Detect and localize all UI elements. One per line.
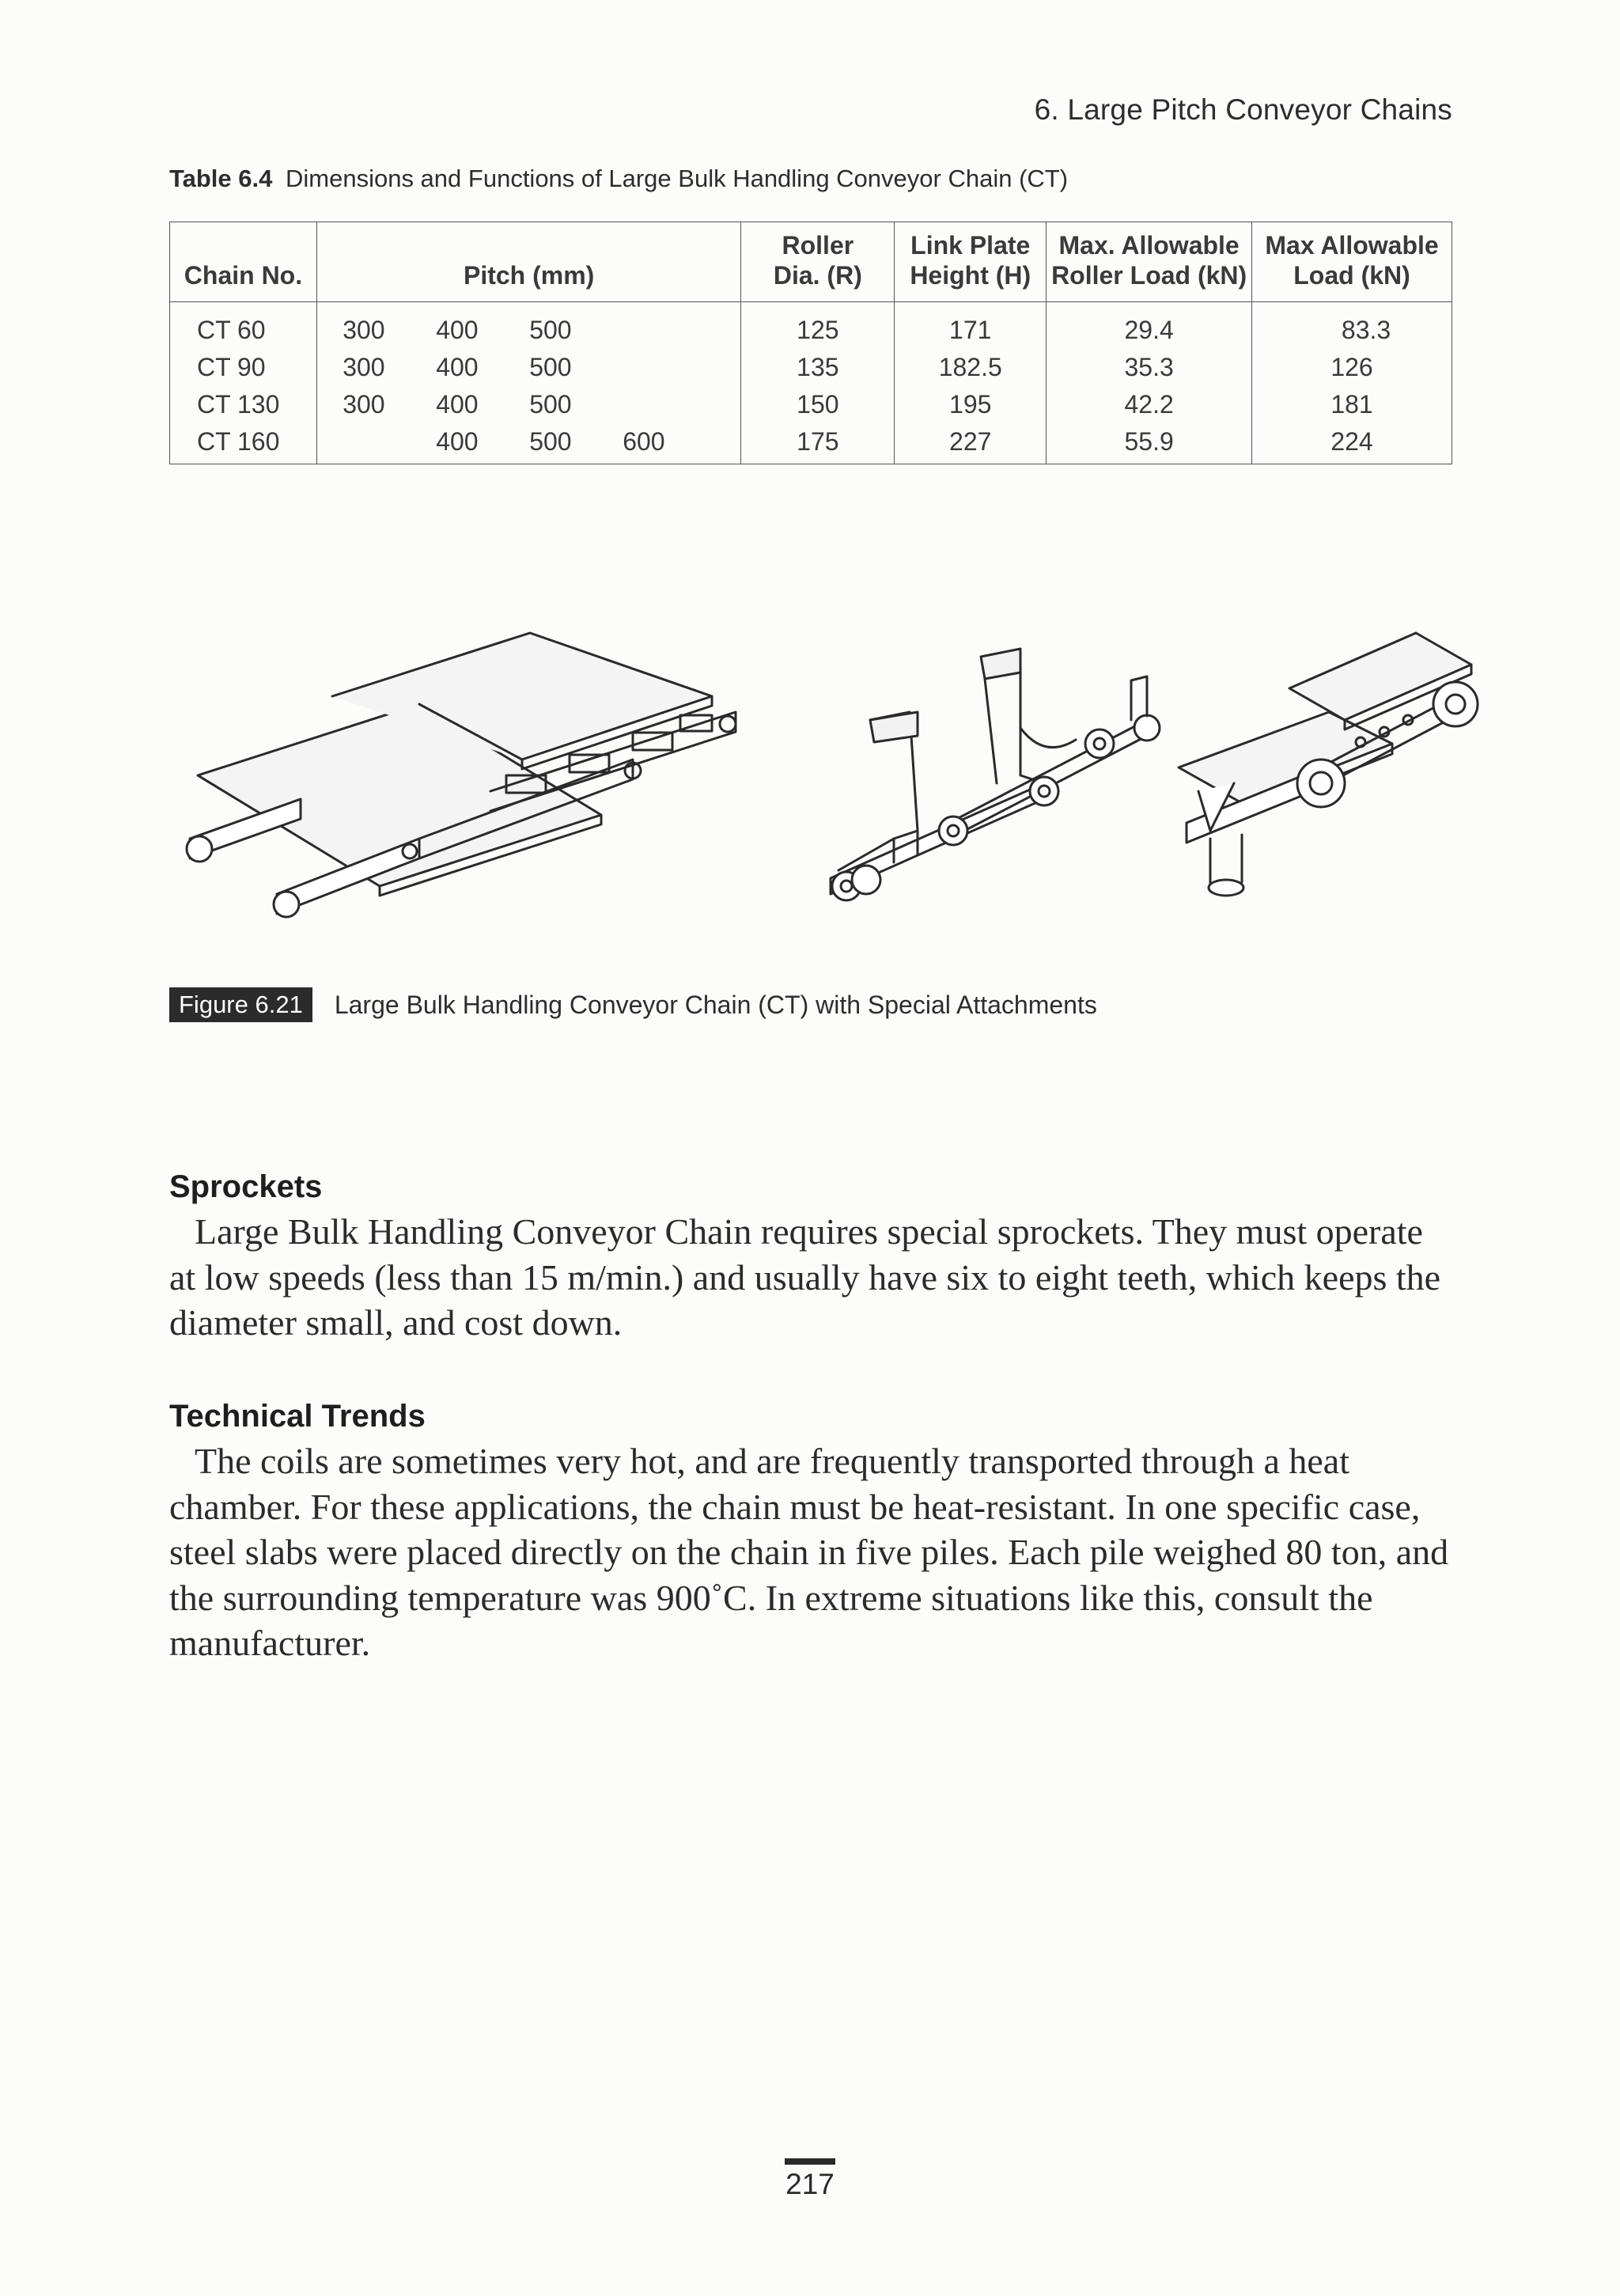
cell-pitch: 300 400 500 — [316, 386, 741, 423]
col-max-load: Max Allowable Load (kN) — [1252, 222, 1452, 302]
cell-load: 181 — [1252, 386, 1452, 423]
running-header: 6. Large Pitch Conveyor Chains — [1034, 93, 1452, 126]
cell-chain: CT 90 — [197, 353, 266, 381]
cell-plate: 182.5 — [895, 349, 1047, 386]
figure-label: Figure 6.21 — [169, 987, 312, 1022]
page-number-bar — [785, 2158, 835, 2165]
cell-roller-load: 35.3 — [1047, 349, 1252, 386]
cell-roller: 175 — [741, 423, 895, 464]
cell-chain: CT 60 — [197, 316, 266, 344]
cell-plate: 171 — [895, 302, 1047, 350]
cell-roller-load: 29.4 — [1047, 302, 1252, 350]
cell-roller: 125 — [741, 302, 895, 350]
cell-load: 224 — [1252, 423, 1452, 464]
cell-pitch: 300 400 500 — [316, 349, 741, 386]
table-row — [170, 423, 1452, 464]
chain-spec-table — [169, 222, 1452, 464]
cell-load: 83.3 — [1252, 302, 1452, 350]
sprockets-paragraph: Large Bulk Handling Conveyor Chain requires special sprockets. They must operate at low speeds (less than 15 m/min.) and usually have six to eight teeth, which keeps the diameter small, and cost down. — [169, 1211, 1441, 1343]
col-link-plate-height: Link Plate Height (H) — [895, 222, 1047, 302]
figure-title: Large Bulk Handling Conveyor Chain (CT) with Special Attachments — [334, 990, 1097, 1019]
cell-chain: CT 160 — [197, 427, 280, 456]
figure-caption — [169, 987, 1097, 1022]
table-title: Dimensions and Functions of Large Bulk Handling Conveyor Chain (CT) — [286, 165, 1069, 192]
chain-attachment-illustrations — [158, 601, 1487, 949]
cell-roller: 150 — [741, 386, 895, 423]
cell-load: 126 — [1252, 349, 1452, 386]
cell-roller: 135 — [741, 349, 895, 386]
table-header-row — [170, 222, 1452, 302]
technical-trends-heading: Technical Trends — [169, 1399, 426, 1434]
col-pitch: Pitch (mm) — [316, 222, 741, 302]
sprockets-heading: Sprockets — [169, 1169, 323, 1204]
slat-attachment-chain-drawing — [187, 633, 736, 917]
table-label: Table 6.4 — [169, 165, 273, 192]
technical-trends-paragraph: The coils are sometimes very hot, and are frequently transported through a heat chamber. For these applications, the chain must be heat-resistant. In one specific case, steel slabs were placed directly on the chain in five piles. Each pile weighed 80 ton, and the surrounding temperature was 900˚C. In extreme situations like this, consult the manufacturer. — [169, 1441, 1449, 1663]
cell-plate: 227 — [895, 423, 1047, 464]
col-chain-no: Chain No. — [170, 222, 317, 302]
cell-roller-load: 55.9 — [1047, 423, 1252, 464]
bracket-attachment-chain-drawing — [831, 649, 1160, 900]
table-caption — [169, 165, 1068, 193]
cell-plate: 195 — [895, 386, 1047, 423]
table-row — [170, 302, 1452, 350]
table-row — [170, 386, 1452, 423]
table-row — [170, 349, 1452, 386]
cell-pitch: 400 500 600 — [316, 423, 741, 464]
col-max-roller-load: Max. Allowable Roller Load (kN) — [1047, 222, 1252, 302]
cell-chain: CT 130 — [197, 390, 280, 419]
roller-attachment-chain-drawing — [1179, 633, 1478, 896]
page-number: 217 — [785, 2168, 835, 2200]
cell-roller-load: 42.2 — [1047, 386, 1252, 423]
cell-pitch: 300 400 500 — [316, 302, 741, 350]
col-roller-dia: Roller Dia. (R) — [741, 222, 895, 302]
